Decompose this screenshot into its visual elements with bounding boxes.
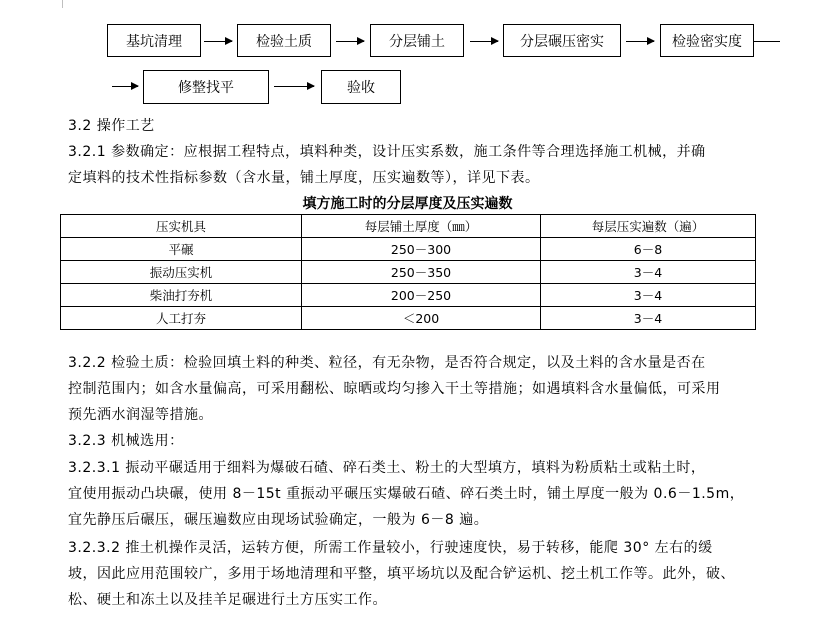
table-cell: 6－8 [541,238,756,261]
flow-arrow [112,86,138,87]
table-cell: 3－4 [541,307,756,330]
flow-arrow [470,41,498,42]
paragraph-text: 宜使用振动凸块碾，使用 8－15t 重振动平碾压实爆破石碴、碎石类土时，铺土厚度一般为 0.6－1.5m， [68,486,745,502]
table-cell: 3－4 [541,284,756,307]
paragraph-text: 宜先静压后碾压，碾压遍数应由现场试验确定，一般为 6－8 遍。 [68,512,489,528]
flow-step-layer-compaction: 分层碾压密实 [503,24,621,57]
paragraph-text: 3.2.3.2 推土机操作灵活，运转方便，所需工作量较小，行驶速度快，易于转移，能爬 30° 左右的缓 [68,540,713,556]
table-cell: 250－350 [302,261,541,284]
table-row [61,261,756,284]
flow-arrow [274,86,314,87]
table-row [61,238,756,261]
flow-step-layer-spreading: 分层铺土 [370,24,464,57]
table-header-row [61,215,756,238]
table-row [61,284,756,307]
table-header-cell: 压实机具 [61,215,302,238]
table-header-cell: 每层压实遍数（遍） [541,215,756,238]
table-caption: 填方施工时的分层厚度及压实遍数 [302,196,513,212]
paragraph-text: 控制范围内；如含水量偏高，可采用翻松、晾晒或均匀掺入干土等措施；如遇填料含水量偏低，可采用 [68,381,721,397]
flow-step-check-density: 检验密实度 [660,24,754,57]
table-header-cell: 每层铺土厚度（㎜） [302,215,541,238]
table-row [61,307,756,330]
paragraph-text: 预先洒水润湿等措施。 [68,407,213,423]
table-cell: ＜200 [302,307,541,330]
flow-step-trim-level: 修整找平 [143,70,269,104]
flow-step-check-soil: 检验土质 [237,24,331,57]
paragraph-text: 定填料的技术性指标参数（含水量，铺土厚度，压实遍数等），详见下表。 [68,170,540,186]
table-cell: 250－300 [302,238,541,261]
flow-connector [754,41,780,42]
table-cell: 柴油打夯机 [61,284,302,307]
page-margin-mark [62,0,63,8]
paragraph-text: 松、硬土和冻土以及挂羊足碾进行土方压实工作。 [68,592,387,608]
table-cell: 平碾 [61,238,302,261]
subsection-heading: 3.2.3 机械选用： [68,433,184,449]
flow-arrow [204,41,232,42]
compaction-table [60,214,756,330]
paragraph-text: 3.2.2 检验土质：检验回填土料的种类、粒径，有无杂物，是否符合规定，以及土料的含水量是否在 [68,355,706,371]
paragraph-text: 3.2.1 参数确定：应根据工程特点，填料种类，设计压实系数，施工条件等合理选择施工机械，并确 [68,144,706,160]
table-cell: 3－4 [541,261,756,284]
table-cell: 人工打夯 [61,307,302,330]
section-heading: 3.2 操作工艺 [68,118,155,134]
flow-arrow [626,41,654,42]
flow-arrow [336,41,364,42]
flow-step-acceptance: 验收 [321,70,401,104]
flow-step-pit-cleaning: 基坑清理 [107,24,201,57]
table-cell: 200－250 [302,284,541,307]
table-cell: 振动压实机 [61,261,302,284]
paragraph-text: 坡，因此应用范围较广，多用于场地清理和平整，填平场坑以及配合铲运机、挖土机工作等。此外，破、 [68,566,735,582]
paragraph-text: 3.2.3.1 振动平碾适用于细料为爆破石碴、碎石类土、粉土的大型填方，填料为粉质粘土或粘土时， [68,460,706,476]
